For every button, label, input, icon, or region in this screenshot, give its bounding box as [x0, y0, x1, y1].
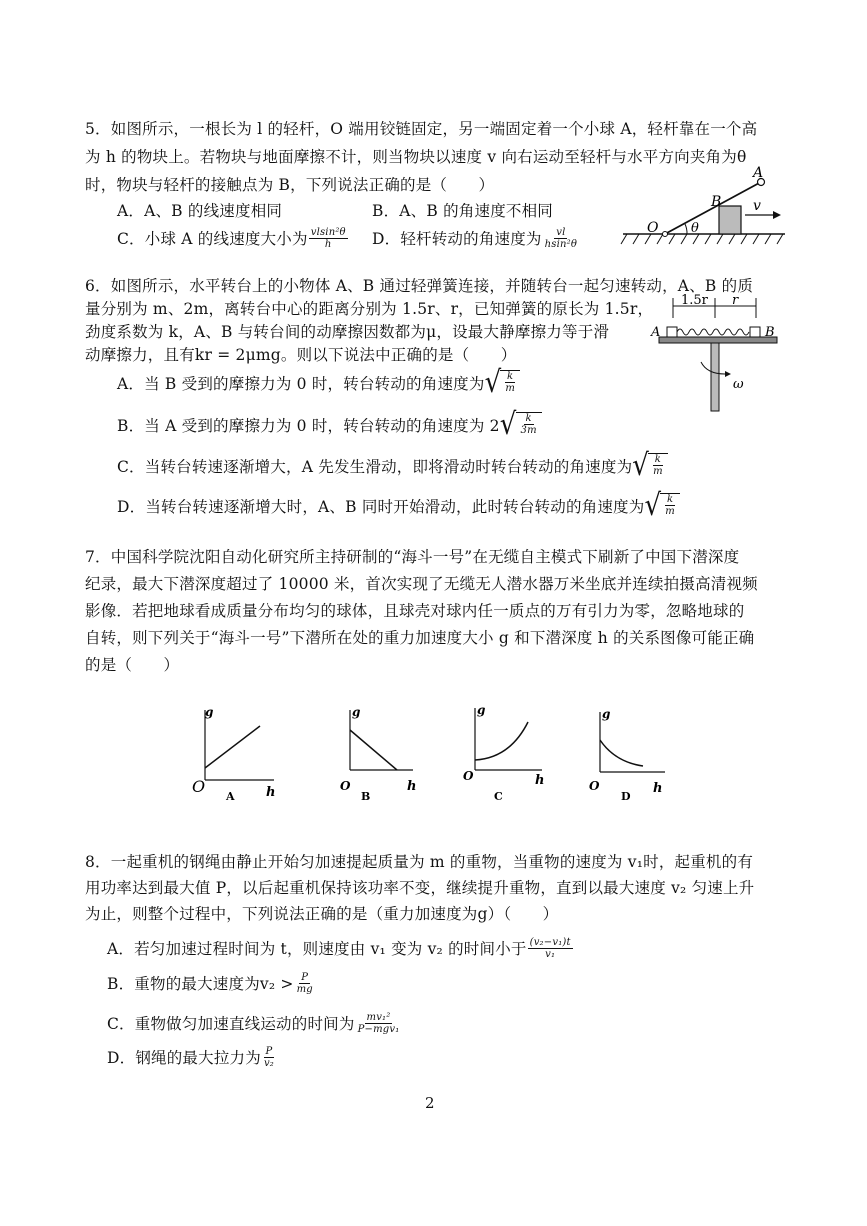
q6-option-c	[117, 448, 668, 484]
q7-stem-line1: 7．中国科学院沈阳自动化研究所主持研制的“海斗一号”在无缆自主模式下刷新了中国下潜深度	[85, 548, 740, 566]
q5-option-a: A．A、B 的线速度相同	[117, 202, 283, 220]
q7-stem-line2: 纪录，最大下潜深度超过了 10000 米，首次实现了无缆无人潜水器万米坐底并连续拍摄高清视频	[85, 575, 758, 593]
q6-option-d-fraction	[663, 494, 677, 517]
q6-option-a	[117, 365, 520, 401]
axle	[711, 343, 719, 411]
fraction-numerator: k	[666, 494, 674, 506]
axis-label-h: h	[653, 781, 663, 796]
sqrt-expression	[632, 448, 667, 484]
q7-stem-line3: 影像．若把地球看成质量分布均匀的球体，且球壳对球内任一质点的万有引力为零，忽略地球的	[85, 602, 745, 620]
axis-label-h: h	[266, 785, 276, 800]
turntable-disk	[659, 337, 777, 343]
q8-option-a	[107, 938, 574, 962]
radicand	[500, 370, 520, 395]
label-b: B	[765, 325, 775, 340]
fraction-numerator: (v₂−v₁)t	[529, 936, 571, 948]
q6-option-d	[117, 488, 680, 524]
q5-option-d	[372, 228, 580, 252]
fraction-denominator: mg	[296, 983, 313, 995]
origin-label: O	[192, 777, 206, 796]
page-number: 2	[425, 1094, 435, 1112]
q8-option-b	[107, 973, 316, 997]
graph-curve	[600, 740, 643, 766]
graph-label: B	[361, 790, 371, 803]
block-a	[667, 327, 677, 337]
q8-option-d-text: D．钢绳的最大拉力为	[107, 1049, 261, 1067]
sqrt-expression	[499, 407, 542, 443]
radical-sign: √	[632, 448, 650, 484]
fraction-numerator: k	[525, 413, 532, 425]
axis-label-g: g	[477, 703, 486, 717]
dim-label-2: r	[732, 293, 739, 308]
q5-option-c-text: C．小球 A 的线速度大小为	[117, 230, 308, 248]
radical-sign: √	[644, 488, 662, 524]
graph-curve	[205, 726, 260, 768]
label-theta: θ	[691, 221, 699, 236]
block	[719, 206, 741, 234]
label-v: v	[753, 198, 761, 214]
radicand	[648, 453, 668, 478]
q5-option-b: B．A、B 的角速度不相同	[372, 202, 554, 220]
sqrt-expression	[644, 488, 679, 524]
q8-stem-line1: 8．一起重机的钢绳由静止开始匀加速提起质量为 m 的重物，当重物的速度为 v₁时，起重机的有	[85, 853, 754, 871]
q6-turntable-figure	[645, 292, 785, 414]
axis-label-h: h	[535, 773, 545, 788]
fraction-numerator: P	[301, 971, 309, 983]
block-b	[750, 327, 760, 337]
label-o: O	[647, 220, 659, 236]
graph-curve	[350, 730, 397, 770]
fraction-numerator: k	[654, 454, 662, 466]
ground-hatch	[621, 234, 783, 244]
axis-label-g: g	[205, 705, 214, 719]
q5-stem-line1: 5．如图所示，一根长为 l 的轻杆，O 端用铰链固定，另一端固定着一个小球 A，轻杆靠在一个高	[85, 120, 758, 138]
graph-label: D	[621, 790, 631, 803]
q5-rod-figure	[615, 160, 790, 250]
q6-stem-line1: 6．如图所示，水平转台上的小物体 A、B 通过轻弹簧连接，并随转台一起匀速转动，A、B 的质	[85, 277, 754, 295]
label-b: B	[711, 194, 722, 210]
q6-option-d-text: D．当转台转速逐渐增大时，A、B 同时开始滑动，此时转台转动的角速度为	[117, 498, 645, 516]
q6-stem-line2: 量分别为 m、2m，离转台中心的距离分别为 1.5r、r，已知弹簧的原长为 1.5r，	[85, 300, 654, 318]
q8-option-c-fraction	[356, 1012, 402, 1035]
q6-option-b-fraction	[519, 413, 539, 436]
q8-option-c	[107, 1013, 402, 1037]
q8-option-b-text: B．重物的最大速度为v₂ >	[107, 975, 294, 993]
q8-option-c-text: C．重物做匀加速直线运动的时间为	[107, 1015, 355, 1033]
q8-option-a-text: A．若匀加速过程时间为 t，则速度由 v₁ 变为 v₂ 的时间小于	[107, 940, 527, 958]
origin-label: O	[340, 779, 351, 793]
graph-label: A	[226, 790, 235, 803]
fraction-denominator: v₁	[545, 948, 556, 960]
dim-label-1: 1.5r	[681, 293, 708, 308]
label-a: A	[753, 165, 764, 181]
q5-option-d-text: D．轻杆转动的角速度为	[372, 230, 542, 248]
q7-graph-a	[190, 700, 280, 805]
origin-label: O	[589, 779, 600, 793]
q5-option-c	[117, 228, 349, 252]
sqrt-expression	[484, 365, 520, 401]
q6-option-a-fraction	[503, 371, 517, 394]
fraction-denominator: hsin²θ	[544, 238, 578, 250]
q6-stem-line3: 劲度系数为 k，A、B 与转台间的动摩擦因数都为μ，设最大静摩擦力等于滑	[85, 323, 610, 341]
q6-option-c-fraction	[651, 454, 665, 477]
arrowhead-icon	[773, 211, 781, 219]
q8-option-d	[107, 1047, 277, 1071]
q5-option-c-fraction	[309, 227, 348, 250]
q5-stem-line3: 时，物块与轻杆的接触点为 B，下列说法正确的是（ ）	[85, 176, 495, 194]
q8-option-a-fraction	[528, 937, 573, 960]
radicand	[516, 412, 542, 437]
fraction-denominator: 3m	[520, 425, 537, 437]
q8-stem-line2: 用功率达到最大值 P，以后起重机保持该功率不变，继续提升重物，直到以最大速度 v₂ 匀速上升	[85, 879, 755, 897]
label-a: A	[651, 325, 661, 340]
q7-graph-c	[460, 700, 555, 805]
graph-curve	[475, 722, 528, 760]
fraction-numerator: P	[265, 1045, 273, 1057]
angle-arc	[685, 224, 687, 234]
q5-stem-line2: 为 h 的物块上。若物块与地面摩擦不计，则当物块以速度 v 向右运动至轻杆与水平方向夹角为θ	[85, 148, 747, 166]
fraction-numerator: vlsin²θ	[310, 226, 346, 238]
origin-label: O	[463, 769, 474, 783]
fraction-denominator: v₂	[263, 1057, 274, 1069]
q6-option-b	[117, 407, 542, 443]
hinge-o	[663, 232, 668, 237]
fraction-numerator: vl	[556, 226, 566, 238]
graph-label: C	[494, 790, 503, 803]
q6-stem-line4: 动摩擦力，且有kr = 2μmg。则以下说法中正确的是（ ）	[85, 346, 517, 364]
arrowhead-icon	[725, 371, 731, 377]
label-omega: ω	[733, 377, 744, 392]
fraction-numerator: mv₁²	[366, 1011, 391, 1023]
q5-option-d-fraction	[543, 227, 579, 250]
fraction-denominator: m	[665, 506, 675, 518]
q8-option-d-fraction	[262, 1046, 276, 1069]
fraction-denominator: m	[505, 383, 516, 395]
radical-sign: √	[484, 365, 502, 401]
fraction-denominator: P−mgv₁	[357, 1023, 400, 1035]
radical-sign: √	[499, 407, 517, 443]
q8-stem-line3: 为止，则整个过程中，下列说法正确的是（重力加速度为g）（ ）	[85, 905, 559, 923]
axis-label-g: g	[602, 707, 611, 721]
fraction-denominator: m	[653, 466, 663, 478]
fraction-numerator: k	[507, 371, 514, 383]
spring	[677, 329, 749, 335]
fraction-denominator: h	[324, 238, 332, 250]
radicand	[660, 493, 680, 518]
q8-option-b-fraction	[295, 972, 315, 995]
q6-option-b-text: B．当 A 受到的摩擦力为 0 时，转台转动的角速度为 2	[117, 417, 500, 435]
q7-stem-line4: 自转，则下列关于“海斗一号”下潜所在处的重力加速度大小 g 和下潜深度 h 的关系图像可能正确	[85, 629, 755, 647]
axis-label-g: g	[352, 705, 361, 719]
q7-graph-d	[585, 700, 675, 805]
q7-stem-line5: 的是（ ）	[85, 656, 180, 674]
axis-label-h: h	[407, 779, 417, 794]
q6-option-a-text: A．当 B 受到的摩擦力为 0 时，转台转动的角速度为	[117, 375, 485, 393]
q7-graph-b	[335, 700, 425, 805]
q6-option-c-text: C．当转台转速逐渐增大，A 先发生滑动，即将滑动时转台转动的角速度为	[117, 458, 633, 476]
